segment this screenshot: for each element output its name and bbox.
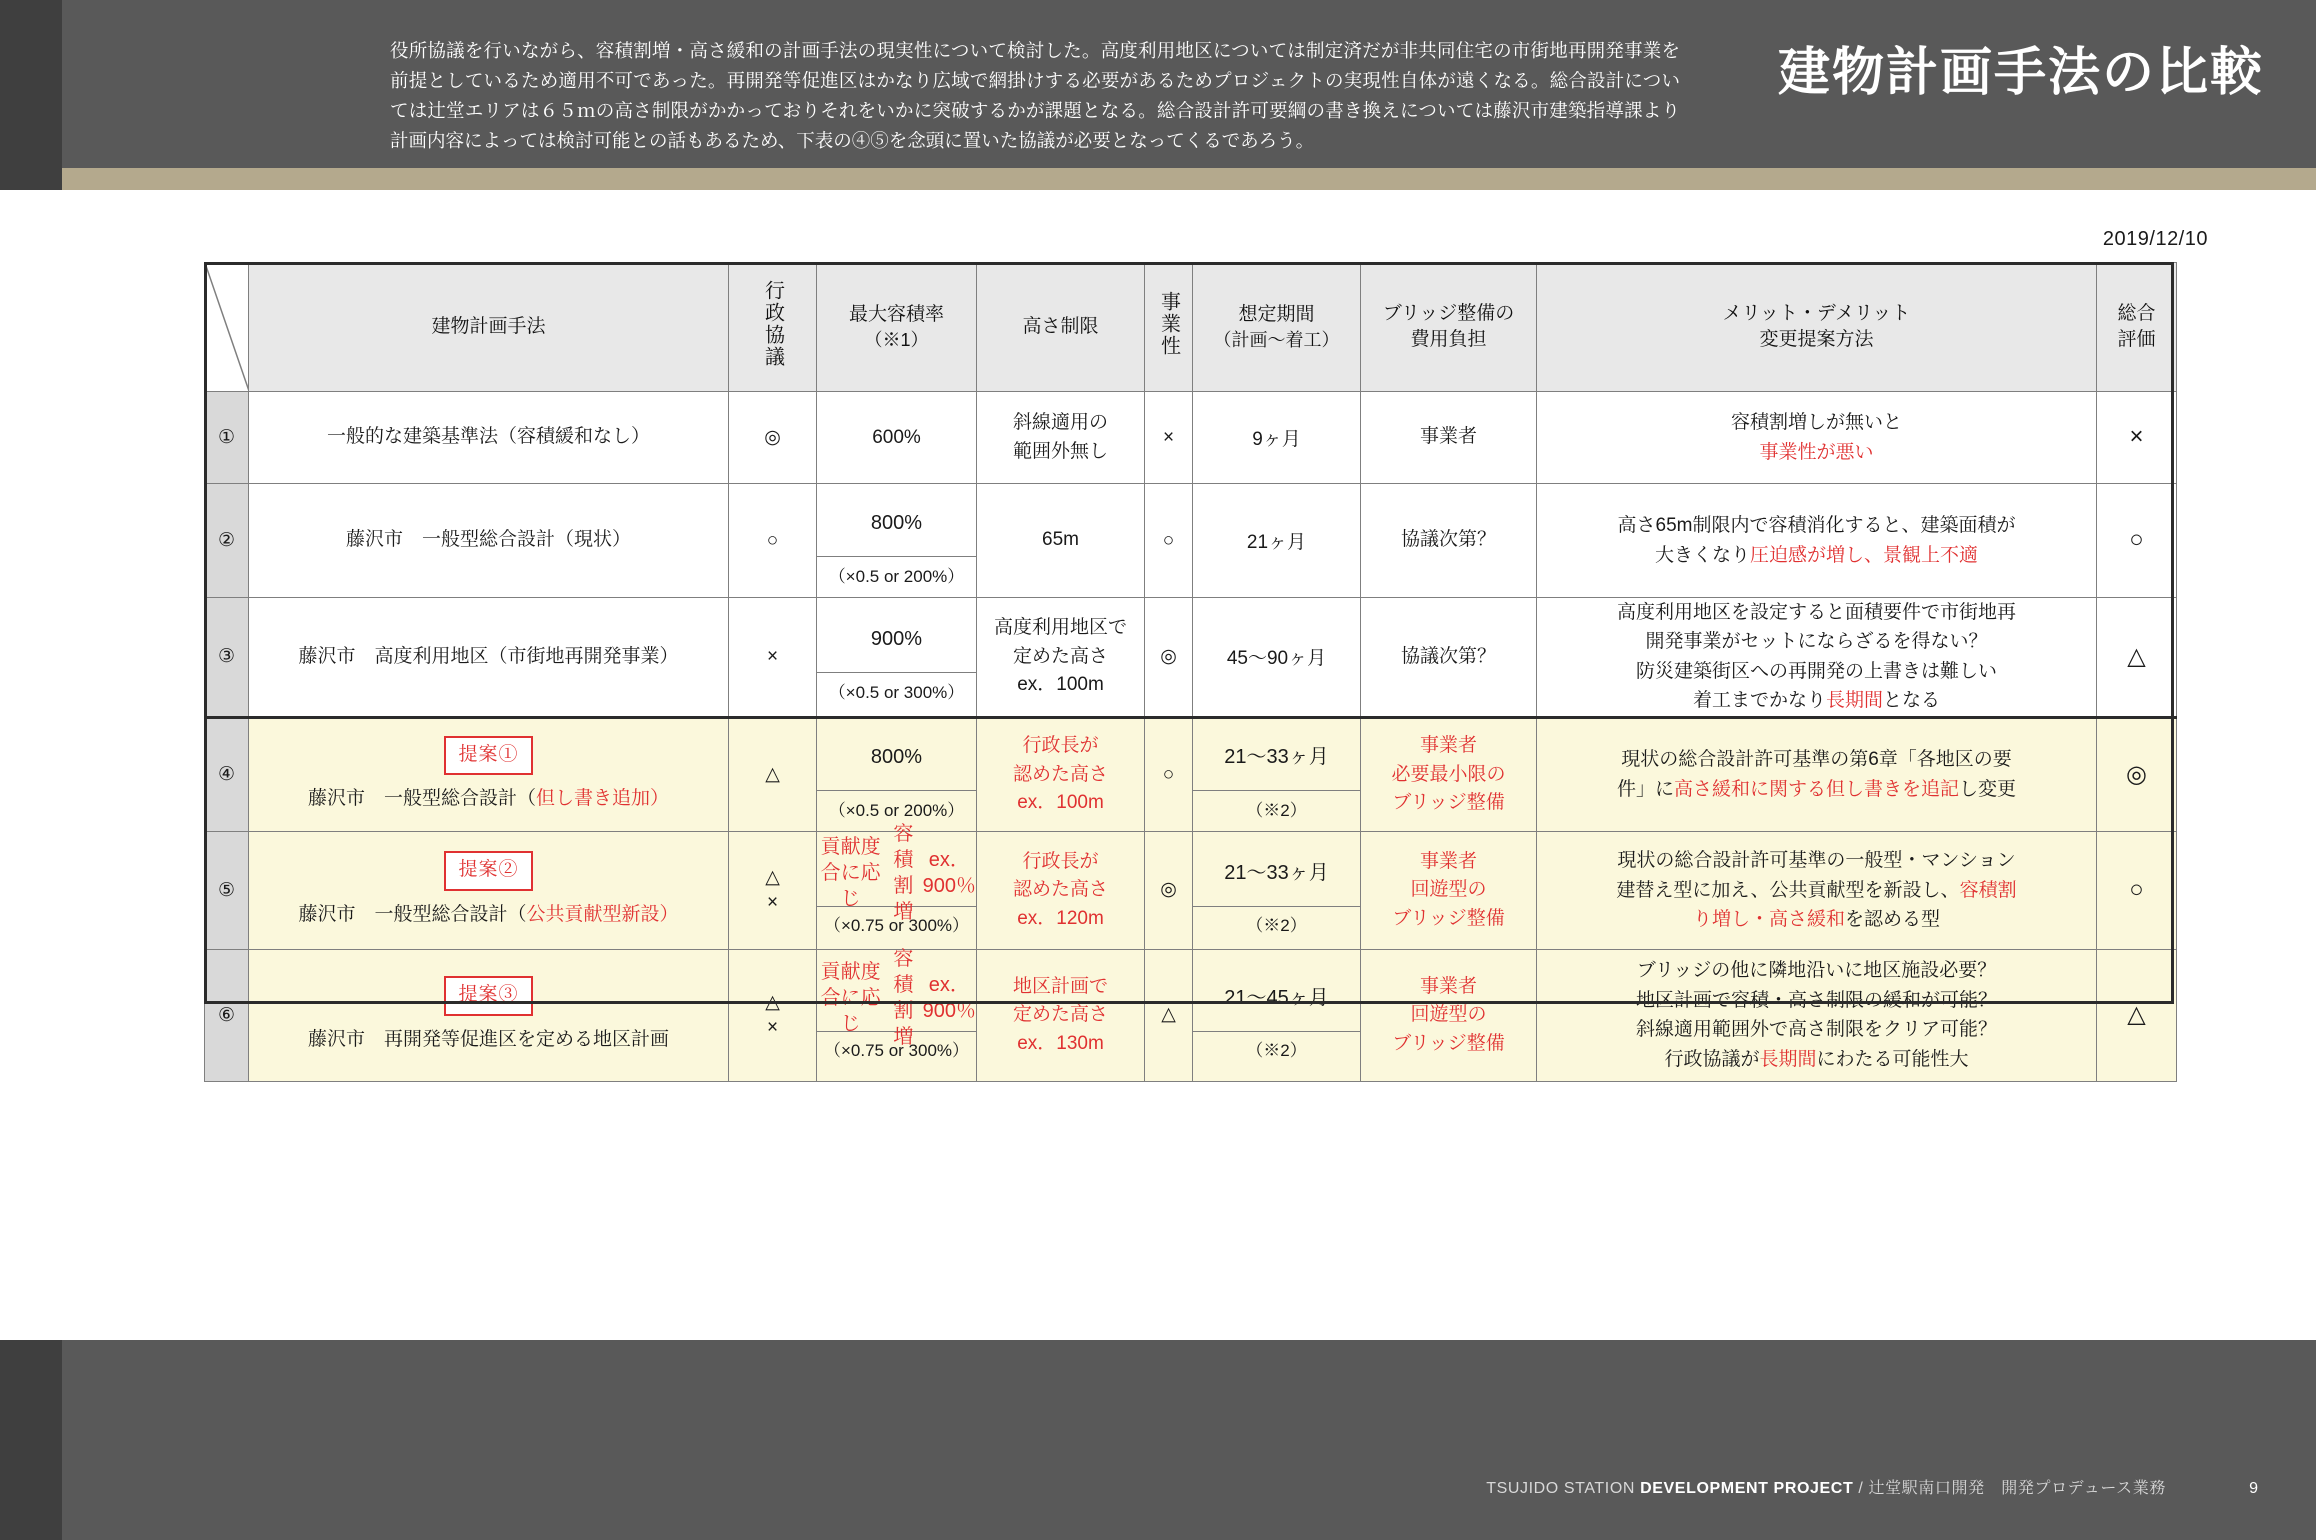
table-row [205, 484, 2177, 598]
method-cell [249, 717, 729, 831]
table-row [205, 392, 2177, 484]
height-cell [977, 392, 1145, 484]
bridge-cell [1361, 949, 1537, 1081]
header-method: 建物計画手法 [249, 263, 729, 392]
table-row [205, 598, 2177, 718]
far-cell [817, 822, 977, 949]
method-label: 一般的な建築基準法（容積緩和なし） [326, 426, 650, 448]
total-rating-cell: × [2097, 392, 2177, 484]
page-title: 建物計画手法の比較 [1777, 44, 2264, 102]
merit-line: 地区計画で容積・高さ制限の緩和が可能？ [1635, 989, 1997, 1011]
document-date: 2019/12/10 [2102, 228, 2208, 250]
method-label: 藤沢市 一般型総合設計（但し書き追加） [307, 788, 670, 810]
far-value: 800% [870, 746, 923, 769]
agency-consult-cell: △ × [729, 831, 817, 949]
header-merit-line1: メリット・デメリット [1722, 303, 1911, 325]
far-multiplier: （×0.75 or 300%） [817, 1031, 976, 1066]
proposal-badge: 提案① [444, 736, 532, 776]
header-left-block [0, 0, 62, 190]
merit-line: 建替え型に加え、公共貢献型を新設し、容積割 [1616, 879, 2017, 901]
period-value: 21〜33ヶ月 [1224, 861, 1329, 884]
far-cell [817, 949, 977, 1081]
proposal-badge: 提案③ [444, 976, 532, 1016]
feasibility-cell: ○ [1145, 717, 1193, 831]
comparison-table-wrapper [204, 262, 2176, 1082]
period-value: 21〜33ヶ月 [1224, 746, 1329, 769]
feasibility-cell: × [1145, 392, 1193, 484]
table-row [205, 831, 2177, 949]
far-multiplier: （×0.5 or 200%） [817, 790, 976, 825]
header-period-line1: 想定期間 [1238, 304, 1315, 326]
feasibility-cell: ◎ [1145, 598, 1193, 718]
merit-line: 防災建築街区への再開発の上書きは難しい [1635, 660, 1997, 682]
page-number: 9 [2249, 1480, 2258, 1497]
total-rating-cell: △ [2097, 949, 2177, 1081]
corner-cell [205, 263, 249, 392]
header-total-line1: 総合 [2117, 303, 2156, 325]
bridge-cell [1361, 717, 1537, 831]
footer-bold: DEVELOPMENT PROJECT [1640, 1480, 1854, 1497]
agency-consult-cell: × [729, 598, 817, 718]
header-merit [1537, 263, 2097, 392]
merit-line: 高さ65m制限内で容積消化すると、建築面積が [1617, 515, 2016, 537]
merit-line: 着工までかなり長期間となる [1692, 690, 1941, 712]
header-far [817, 263, 977, 392]
feasibility-cell: ◎ [1145, 831, 1193, 949]
method-cell [249, 598, 729, 718]
method-label: 藤沢市 一般型総合設計（現状） [345, 529, 631, 551]
header-accent-bar [0, 168, 2316, 190]
total-rating-cell: ◎ [2097, 717, 2177, 831]
header-agency [729, 263, 817, 392]
footer-project-label [1486, 1475, 2166, 1498]
footer-suffix: / 辻堂駅南口開発 開発プロデュース業務 [1853, 1480, 2166, 1497]
merit-line: 現状の総合設計許可基準の第6章「各地区の要 [1621, 749, 2012, 771]
far-cell [817, 598, 977, 718]
far-value: 貢献度合に応じ 容積割増 ex．900％ [820, 947, 976, 1048]
bridge-cell [1361, 484, 1537, 598]
total-rating-cell: △ [2097, 598, 2177, 718]
agency-consult-cell: △ × [729, 949, 817, 1081]
period-cell [1193, 831, 1361, 949]
period-cell [1193, 949, 1361, 1081]
period-cell [1193, 598, 1361, 718]
table-row [205, 717, 2177, 831]
merit-line: 大きくなり圧迫感が増し、景観上不適 [1654, 544, 1979, 566]
header-total-line2: 評価 [2117, 329, 2156, 350]
merit-line: 高度利用地区を設定すると面積要件で市街地再 [1616, 602, 2016, 623]
height-limit: 地区計画で 定めた高さ ex．130m [1012, 975, 1108, 1054]
period-cell [1193, 392, 1361, 484]
row-number: ② [205, 484, 249, 598]
row-number: ⑤ [205, 831, 249, 949]
merit-line: 斜線適用範囲外で高さ制限をクリア可能？ [1635, 1019, 1997, 1041]
header-feasibility [1145, 263, 1193, 392]
far-multiplier: （×0.75 or 300%） [817, 906, 976, 941]
far-cell [817, 392, 977, 484]
merit-line: 容積割増しが無いと [1730, 412, 1902, 434]
merit-line: 開発事業がセットにならざるを得ない？ [1645, 631, 1988, 653]
row-number: ④ [205, 717, 249, 831]
header-period-line2: （計画〜着工） [1213, 329, 1340, 350]
merit-line: 行政協議が長期間にわたる可能性大 [1664, 1048, 1969, 1070]
header-description: 役所協議を行いながら、容積割増・高さ緩和の計画手法の現実性について検討した。高度利用地区については制定済だが非共同住宅の市街地再開発事業を前提としているため適用不可であった。再開発等促進区はかなり広域で網掛けする必要があるためプロジェクトの実現性自体が遠くなる。総合設計については辻堂エリアは６５ｍの高さ制限がかかっておりそれをいかに突破するかが課題となる。総合設計許可要綱の書き換えについては藤沢市建築指導課より計画内容によっては検討可能との話もあるため、下表の④⑤を念頭に置いた協議が必要となってくるであろう。 [390, 40, 1680, 151]
row-number: ⑥ [205, 949, 249, 1081]
method-cell [249, 831, 729, 949]
period-value: 21〜45ヶ月 [1224, 986, 1329, 1009]
header-bridge [1361, 263, 1537, 392]
period-note: （※2） [1193, 1031, 1360, 1066]
merit-cell [1537, 949, 2097, 1081]
merit-line: り増し・高さ緩和を認める型 [1692, 908, 1941, 930]
feasibility-cell: ○ [1145, 484, 1193, 598]
total-rating-cell: ○ [2097, 831, 2177, 949]
proposal-badge: 提案② [444, 851, 532, 891]
method-cell [249, 949, 729, 1081]
height-cell [977, 484, 1145, 598]
bridge-cell [1361, 392, 1537, 484]
total-rating-cell: ○ [2097, 484, 2177, 598]
bridge-cost: 協議次第？ [1400, 645, 1496, 667]
height-limit: 行政長が 認めた高さ ex．100m [1012, 735, 1108, 813]
far-value: 貢献度合に応じ 容積割増 ex．900％ [820, 822, 976, 923]
method-label: 藤沢市 一般型総合設計（公共貢献型新設） [298, 903, 679, 925]
table-body [205, 392, 2177, 1082]
bridge-cell [1361, 831, 1537, 949]
row-number: ① [205, 392, 249, 484]
far-cell [817, 484, 977, 598]
method-label: 藤沢市 高度利用地区（市街地再開発事業） [298, 645, 679, 667]
far-multiplier: （×0.5 or 300%） [817, 672, 976, 707]
height-limit: 高度利用地区で 定めた高さ ex．100m [993, 617, 1127, 696]
agency-consult-cell: △ [729, 717, 817, 831]
table-header-row [205, 263, 2177, 392]
height-cell [977, 831, 1145, 949]
header-bridge-line1: ブリッジ整備の [1382, 303, 1515, 325]
height-cell [977, 717, 1145, 831]
comparison-table [204, 262, 2177, 1082]
merit-line: 現状の総合設計許可基準の一般型・マンション [1617, 850, 2016, 872]
merit-cell [1537, 392, 2097, 484]
agency-consult-cell: ○ [729, 484, 817, 598]
period-note: （※2） [1193, 906, 1360, 941]
period-cell [1193, 484, 1361, 598]
height-limit: 斜線適用の 範囲外無し [1012, 412, 1108, 462]
height-cell [977, 598, 1145, 718]
footer-prefix: TSUJIDO STATION [1486, 1480, 1641, 1497]
far-cell [817, 717, 977, 831]
bridge-cost: 事業者 回遊型の ブリッジ整備 [1392, 850, 1505, 929]
merit-line: 事業性が悪い [1759, 441, 1874, 463]
header-total [2097, 263, 2177, 392]
bridge-cost: 事業者 回遊型の ブリッジ整備 [1392, 975, 1505, 1054]
period-value: 21ヶ月 [1246, 532, 1307, 553]
header-height: 高さ制限 [977, 263, 1145, 392]
period-value: 45〜90ヶ月 [1226, 648, 1327, 670]
period-note: （※2） [1193, 790, 1360, 825]
table-row [205, 949, 2177, 1081]
merit-cell [1537, 717, 2097, 831]
feasibility-cell: △ [1145, 949, 1193, 1081]
bridge-cost: 事業者 [1419, 426, 1477, 448]
height-limit: 65m [1042, 529, 1079, 551]
header-far-line2: （※1） [864, 329, 929, 350]
method-label: 藤沢市 再開発等促進区を定める地区計画 [307, 1028, 669, 1050]
footer-left-block [0, 1340, 62, 1540]
header-period [1193, 263, 1361, 392]
far-value: 900% [870, 628, 923, 651]
agency-consult-cell: ◎ [729, 392, 817, 484]
row-number: ③ [205, 598, 249, 718]
bridge-cost: 協議次第？ [1400, 529, 1496, 551]
merit-line: ブリッジの他に隣地沿いに地区施設必要？ [1636, 960, 1997, 982]
header-agency-line1: 行政協議 [761, 279, 784, 368]
period-value: 9ヶ月 [1252, 429, 1301, 450]
bridge-cell [1361, 598, 1537, 718]
method-cell [249, 392, 729, 484]
header-far-line1: 最大容積率 [848, 304, 944, 326]
far-value: 800% [870, 512, 923, 534]
merit-cell [1537, 598, 2097, 718]
method-cell [249, 484, 729, 598]
merit-line: 件」に高さ緩和に関する但し書きを追記し変更 [1616, 778, 2017, 800]
height-cell [977, 949, 1145, 1081]
far-multiplier: （×0.5 or 200%） [817, 556, 976, 591]
bridge-cost: 事業者 必要最小限の ブリッジ整備 [1391, 735, 1506, 813]
height-limit: 行政長が 認めた高さ ex．120m [1012, 850, 1108, 929]
footer-band [0, 1340, 2316, 1540]
merit-cell [1537, 831, 2097, 949]
far-value: 600% [872, 426, 921, 448]
period-cell [1193, 717, 1361, 831]
header-bridge-line2: 費用負担 [1410, 329, 1487, 350]
header-feasibility-label: 事業性 [1157, 290, 1180, 357]
header-merit-line2: 変更提案方法 [1759, 329, 1874, 350]
merit-cell [1537, 484, 2097, 598]
